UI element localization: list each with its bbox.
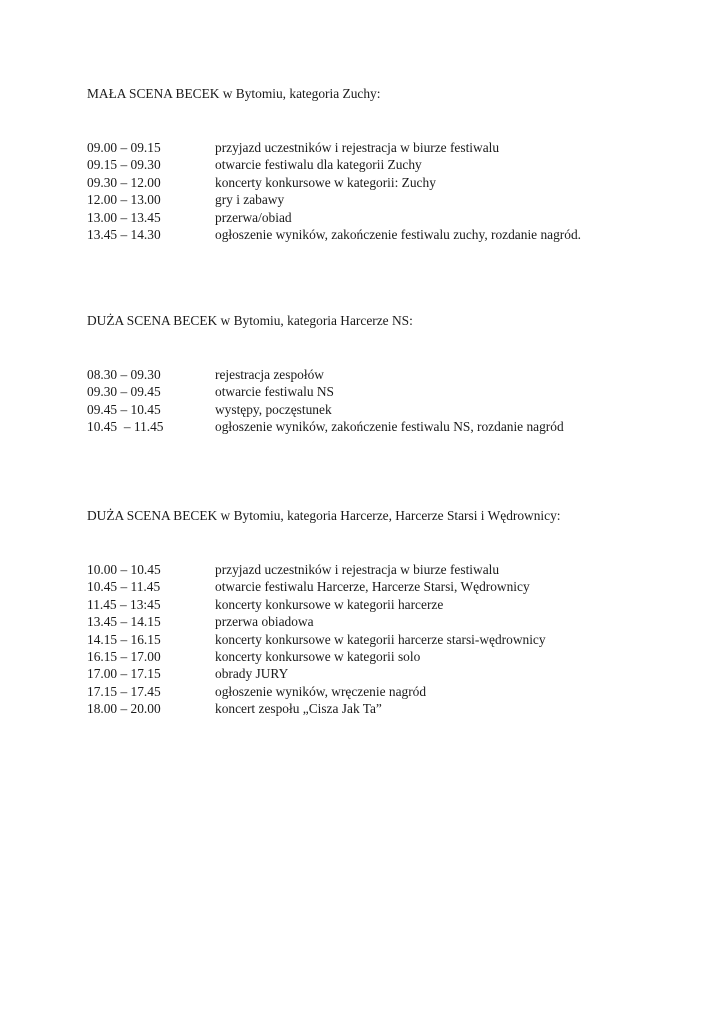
schedule-list (87, 366, 705, 436)
schedule-row (87, 418, 705, 435)
schedule-row (87, 665, 705, 682)
schedule-row (87, 648, 705, 665)
schedule-row (87, 209, 705, 226)
time-range: 13.00 – 13.45 (87, 209, 161, 225)
schedule-row (87, 578, 705, 595)
schedule-row (87, 366, 705, 383)
time-range: 09.45 – 10.45 (87, 401, 161, 417)
time-range: 09.30 – 12.00 (87, 174, 161, 190)
schedule-row (87, 191, 705, 208)
time-range: 13.45 – 14.30 (87, 227, 161, 243)
schedule-section-duza-scena-harcerze-ns (87, 312, 705, 436)
schedule-row (87, 561, 705, 578)
activity-description: ogłoszenie wyników, zakończenie festiwalu zuchy, rozdanie nagród. (215, 227, 581, 243)
activity-description: przerwa/obiad (215, 209, 292, 225)
schedule-row (87, 683, 705, 700)
time-range: 10.45 – 11.45 (87, 419, 164, 435)
schedule-row (87, 156, 705, 173)
schedule-row (87, 226, 705, 243)
activity-description: koncerty konkursowe w kategorii: Zuchy (215, 174, 436, 190)
schedule-row (87, 174, 705, 191)
time-range: 09.00 – 09.15 (87, 140, 161, 155)
time-range: 17.15 – 17.45 (87, 683, 161, 699)
schedule-row (87, 383, 705, 400)
activity-description: obrady JURY (215, 666, 289, 682)
activity-description: otwarcie festiwalu NS (215, 384, 334, 400)
schedule-row (87, 139, 705, 156)
activity-description: przyjazd uczestników i rejestracja w biurze festiwalu (215, 140, 500, 155)
activity-description: ogłoszenie wyników, zakończenie festiwalu NS, rozdanie nagród (215, 419, 564, 435)
time-range: 12.00 – 13.00 (87, 192, 161, 208)
activity-description: koncert zespołu „Cisza Jak Ta” (215, 701, 382, 717)
activity-description: występy, poczęstunek (215, 401, 332, 417)
time-range: 08.30 – 09.30 (87, 367, 161, 382)
schedule-section-mala-scena-zuchy (87, 85, 705, 243)
schedule-list (87, 139, 705, 243)
time-range: 13.45 – 14.15 (87, 614, 161, 630)
schedule-row (87, 596, 705, 613)
time-range: 16.15 – 17.00 (87, 649, 161, 665)
activity-description: ogłoszenie wyników, wręczenie nagród (215, 683, 427, 699)
time-range: 14.15 – 16.15 (87, 631, 161, 647)
schedule-section-duza-scena-harcerze-starsi-wedrownicy (87, 507, 705, 718)
activity-description: koncerty konkursowe w kategorii solo (215, 649, 421, 665)
activity-description: koncerty konkursowe w kategorii harcerze starsi-wędrownicy (215, 631, 546, 647)
section-title: DUŻA SCENA BECEK w Bytomiu, kategoria Harcerze NS: (87, 313, 413, 328)
activity-description: rejestracja zespołów (215, 367, 324, 382)
time-range: 09.30 – 09.45 (87, 384, 161, 400)
time-range: 10.00 – 10.45 (87, 562, 161, 577)
schedule-row (87, 700, 705, 717)
schedule-row (87, 613, 705, 630)
section-title: MAŁA SCENA BECEK w Bytomiu, kategoria Zuchy: (87, 86, 381, 101)
schedule-list (87, 561, 705, 718)
activity-description: przerwa obiadowa (215, 614, 314, 630)
time-range: 17.00 – 17.15 (87, 666, 161, 682)
activity-description: otwarcie festiwalu Harcerze, Harcerze Starsi, Wędrownicy (215, 579, 530, 595)
time-range: 10.45 – 11.45 (87, 579, 161, 595)
time-range: 18.00 – 20.00 (87, 701, 161, 717)
activity-description: otwarcie festiwalu dla kategorii Zuchy (215, 157, 422, 173)
activity-description: przyjazd uczestników i rejestracja w biurze festiwalu (215, 562, 500, 577)
time-range: 09.15 – 09.30 (87, 157, 161, 173)
section-title: DUŻA SCENA BECEK w Bytomiu, kategoria Harcerze, Harcerze Starsi i Wędrownicy: (87, 508, 561, 523)
schedule-row (87, 401, 705, 418)
schedule-row (87, 631, 705, 648)
activity-description: koncerty konkursowe w kategorii harcerze (215, 596, 444, 612)
time-range: 11.45 – 13:45 (87, 596, 161, 612)
activity-description: gry i zabawy (215, 192, 285, 208)
